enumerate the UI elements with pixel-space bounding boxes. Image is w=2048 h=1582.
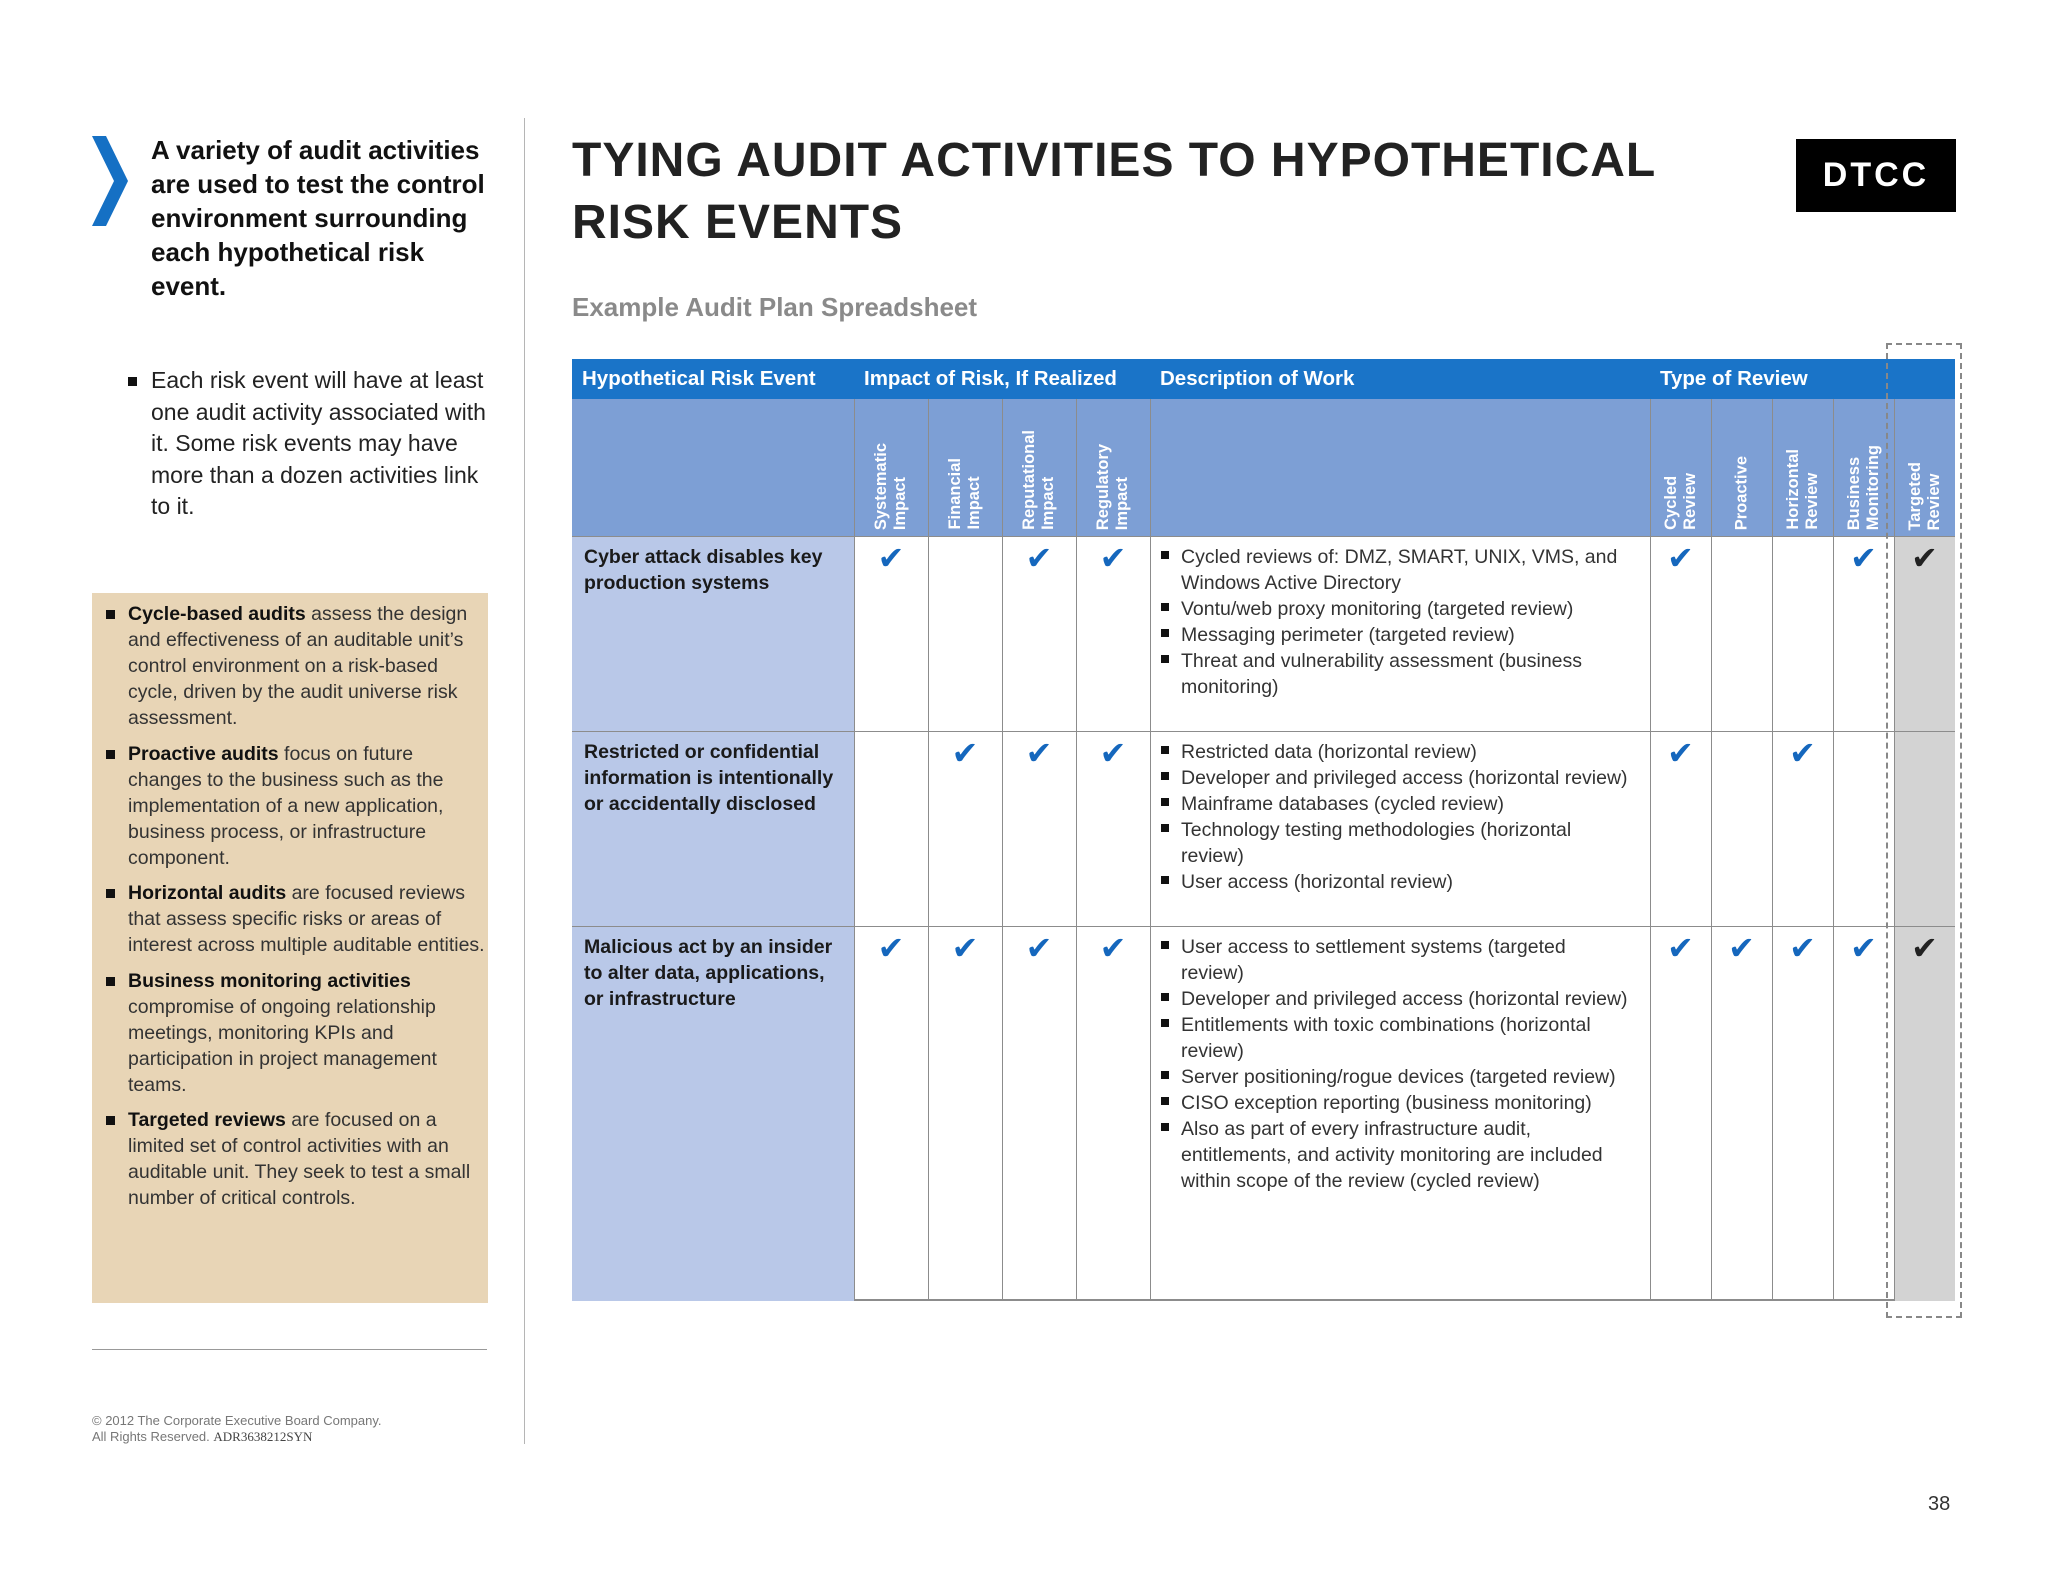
work-item-text: Also as part of every infrastructure audit, entitlements, and activity monitoring are included within scope of the review (cycled review) — [1181, 1118, 1603, 1192]
work-item — [1161, 1064, 1631, 1090]
checkmark-icon: ✔ — [1850, 930, 1877, 966]
checkmark-icon: ✔ — [1667, 735, 1694, 771]
review-column-header — [1833, 399, 1894, 536]
work-item — [1161, 817, 1631, 869]
chevron-right-icon — [92, 136, 128, 226]
definition-text: are focused reviews that assess specific risks or areas of interest across multiple auditable entities. — [128, 882, 485, 956]
work-item — [1161, 765, 1631, 791]
impact-column-label-wrap — [1076, 406, 1150, 530]
checkmark-icon: ✔ — [1850, 540, 1877, 576]
review-column-label: Business Monitoring — [1844, 444, 1882, 530]
definition-text: are focused on a limited set of control activities with an auditable unit. They seek to test a small number of critical controls. — [128, 1109, 471, 1209]
bullet-icon — [1161, 746, 1169, 754]
impact-column-label: Regulatory Impact — [1094, 443, 1131, 530]
checkmark-icon: ✔ — [1789, 930, 1816, 966]
definition-text: compromise of ongoing relationship meetings, monitoring KPIs and participation in project management teams. — [128, 995, 437, 1096]
checkmark-icon: ✔ — [1099, 540, 1127, 576]
work-item — [1161, 869, 1631, 895]
review-column-label-wrap — [1711, 406, 1772, 530]
divider — [92, 1349, 487, 1350]
checkmark-icon: ✔ — [1099, 735, 1127, 771]
grid-line — [1076, 399, 1077, 1301]
definition-term: Cycle-based audits — [128, 603, 306, 625]
column-divider — [524, 118, 525, 1444]
impact-column-header — [1002, 399, 1076, 536]
work-item — [1161, 622, 1631, 648]
grid-line — [1711, 399, 1712, 1301]
definitions-panel — [92, 593, 488, 1303]
impact-column-label: Financial Impact — [946, 458, 983, 530]
work-item-text: Technology testing methodologies (horizontal review) — [1181, 819, 1572, 867]
bullet-icon — [1161, 551, 1169, 559]
definition-item — [92, 880, 488, 958]
copyright — [92, 1413, 381, 1445]
document-code: ADR3638212SYN — [213, 1429, 313, 1444]
grid-line — [1150, 399, 1151, 1301]
work-item-text: Cycled reviews of: DMZ, SMART, UNIX, VMS, and Windows Active Directory — [1181, 546, 1618, 594]
grid-line — [1772, 399, 1773, 1301]
page-number: 38 — [1928, 1493, 1951, 1515]
work-item — [1161, 648, 1631, 700]
impact-column-label: Systematic Impact — [872, 442, 909, 530]
work-item-text: Server positioning/rogue devices (targeted review) — [1181, 1066, 1616, 1088]
grid-line — [854, 399, 855, 1301]
work-item-text: Developer and privileged access (horizontal review) — [1181, 988, 1628, 1010]
review-column-label: Targeted Review — [1905, 461, 1943, 530]
work-item — [1161, 596, 1631, 622]
work-item — [1161, 739, 1631, 765]
bullet-icon — [1161, 772, 1169, 780]
definition-text: assess the design and effectiveness of an auditable unit’s control environment on a risk-based cycle, driven by the audit universe risk assessment. — [128, 603, 468, 729]
work-item — [1161, 791, 1631, 817]
grid-line — [572, 926, 1955, 927]
grid-line — [1833, 399, 1834, 1301]
work-item — [1161, 986, 1631, 1012]
bullet-icon — [1161, 993, 1169, 1001]
bullet-icon — [1161, 629, 1169, 637]
work-item — [1161, 1116, 1631, 1194]
work-item — [1161, 544, 1631, 596]
targeted-review-highlight — [1886, 343, 1962, 1318]
bullet-icon — [1161, 603, 1169, 611]
bullet-icon — [128, 377, 137, 386]
checkmark-icon: ✔ — [1025, 735, 1053, 771]
copyright-line-2: All Rights Reserved. — [92, 1429, 210, 1444]
bullet-icon — [106, 977, 115, 986]
bullet-icon — [106, 889, 115, 898]
grid-line — [1002, 399, 1003, 1301]
work-item-text: Entitlements with toxic combinations (horizontal review) — [1181, 1014, 1591, 1062]
work-item-text: User access to settlement systems (targeted review) — [1181, 936, 1566, 984]
bullet-icon — [1161, 1071, 1169, 1079]
lead-statement: A variety of audit activities are used to test the control environment surrounding each hypothetical risk event. — [151, 135, 485, 301]
header-review-type: Type of Review — [1650, 359, 1955, 399]
grid-line — [572, 731, 1955, 732]
work-item-text: Vontu/web proxy monitoring (targeted review) — [1181, 598, 1574, 620]
audit-plan-table — [572, 359, 1955, 1301]
work-item-text: Threat and vulnerability assessment (business monitoring) — [1181, 650, 1583, 698]
work-item-text: User access (horizontal review) — [1181, 871, 1454, 893]
checkmark-icon: ✔ — [1728, 930, 1755, 966]
review-column-label: Proactive — [1732, 455, 1750, 530]
impact-column-label-wrap — [854, 406, 928, 530]
impact-column-label: Reputational Impact — [1020, 430, 1057, 530]
work-description — [1161, 544, 1631, 700]
lead-bullet — [128, 365, 488, 523]
checkmark-icon: ✔ — [951, 735, 979, 771]
bullet-icon — [1161, 876, 1169, 884]
header-impact: Impact of Risk, If Realized — [854, 359, 1150, 399]
review-column-label-wrap — [1650, 406, 1711, 530]
definition-item — [92, 601, 488, 731]
impact-column-header — [854, 399, 928, 536]
review-column-header — [1772, 399, 1833, 536]
checkmark-icon: ✔ — [877, 930, 905, 966]
header-risk-event: Hypothetical Risk Event — [572, 359, 854, 399]
risk-event-name: Cyber attack disables key production systems — [584, 546, 823, 594]
impact-column-label-wrap — [928, 406, 1002, 530]
work-description — [1161, 739, 1631, 895]
work-description — [1161, 934, 1631, 1194]
grid-line — [928, 399, 929, 1301]
review-column-label: Cycled Review — [1661, 473, 1699, 530]
work-item — [1161, 934, 1631, 986]
work-item-text: Developer and privileged access (horizontal review) — [1181, 767, 1628, 789]
definition-text: focus on future changes to the business such as the implementation of a new application, business process, or infrastructure component. — [128, 742, 444, 869]
work-item-text: CISO exception reporting (business monitoring) — [1181, 1092, 1592, 1114]
definition-term: Proactive audits — [128, 742, 279, 765]
definition-item — [92, 741, 488, 871]
bullet-icon — [1161, 1097, 1169, 1105]
definition-item — [92, 968, 488, 1098]
definition-term: Horizontal audits — [128, 882, 287, 904]
checkmark-icon: ✔ — [1911, 540, 1938, 576]
impact-column-header — [1076, 399, 1150, 536]
checkmark-icon: ✔ — [1911, 930, 1938, 966]
bullet-icon — [106, 750, 115, 759]
impact-column-header — [928, 399, 1002, 536]
risk-event-name: Restricted or confidential information is intentionally or accidentally disclosed — [584, 741, 834, 815]
checkmark-icon: ✔ — [1667, 930, 1694, 966]
copyright-line-1: © 2012 The Corporate Executive Board Company. — [92, 1413, 382, 1428]
checkmark-icon: ✔ — [1667, 540, 1694, 576]
bullet-icon — [106, 610, 115, 619]
bullet-icon — [1161, 655, 1169, 663]
risk-event-name: Malicious act by an insider to alter data, applications, or infrastructure — [584, 936, 833, 1010]
grid-line — [572, 536, 1955, 537]
checkmark-icon: ✔ — [1025, 540, 1053, 576]
review-column-header — [1650, 399, 1711, 536]
checkmark-icon: ✔ — [1789, 735, 1816, 771]
bullet-icon — [1161, 798, 1169, 806]
dtcc-logo: DTCC — [1796, 139, 1956, 212]
bullet-icon — [1161, 824, 1169, 832]
bullet-icon — [1161, 941, 1169, 949]
review-column-label-wrap — [1833, 406, 1894, 530]
grid-line — [1650, 399, 1651, 1301]
work-item-text: Restricted data (horizontal review) — [1181, 741, 1477, 763]
work-item-text: Mainframe databases (cycled review) — [1181, 793, 1504, 815]
review-column-header — [1711, 399, 1772, 536]
definition-term: Business monitoring activities — [128, 969, 411, 992]
checkmark-icon: ✔ — [951, 930, 979, 966]
work-item — [1161, 1090, 1631, 1116]
work-item-text: Messaging perimeter (targeted review) — [1181, 624, 1515, 646]
definition-item — [92, 1107, 488, 1211]
review-column-label-wrap — [1772, 406, 1833, 530]
bullet-icon — [1161, 1019, 1169, 1027]
lead-bullet-text: Each risk event will have at least one audit activity associated with it. Some risk events may have more than a dozen activities link to it. — [151, 367, 486, 519]
table-subtitle: Example Audit Plan Spreadsheet — [572, 292, 978, 322]
checkmark-icon: ✔ — [1025, 930, 1053, 966]
page-title: TYING AUDIT ACTIVITIES TO HYPOTHETICAL RISK EVENTS — [572, 134, 1656, 249]
checkmark-icon: ✔ — [877, 540, 905, 576]
bullet-icon — [1161, 1123, 1169, 1131]
bullet-icon — [106, 1116, 115, 1125]
checkmark-icon: ✔ — [1099, 930, 1127, 966]
header-description: Description of Work — [1150, 359, 1650, 399]
work-item — [1161, 1012, 1631, 1064]
review-column-label: Horizontal Review — [1783, 449, 1821, 530]
definition-term: Targeted reviews — [128, 1109, 286, 1131]
impact-column-label-wrap — [1002, 406, 1076, 530]
risk-column — [572, 536, 854, 1301]
